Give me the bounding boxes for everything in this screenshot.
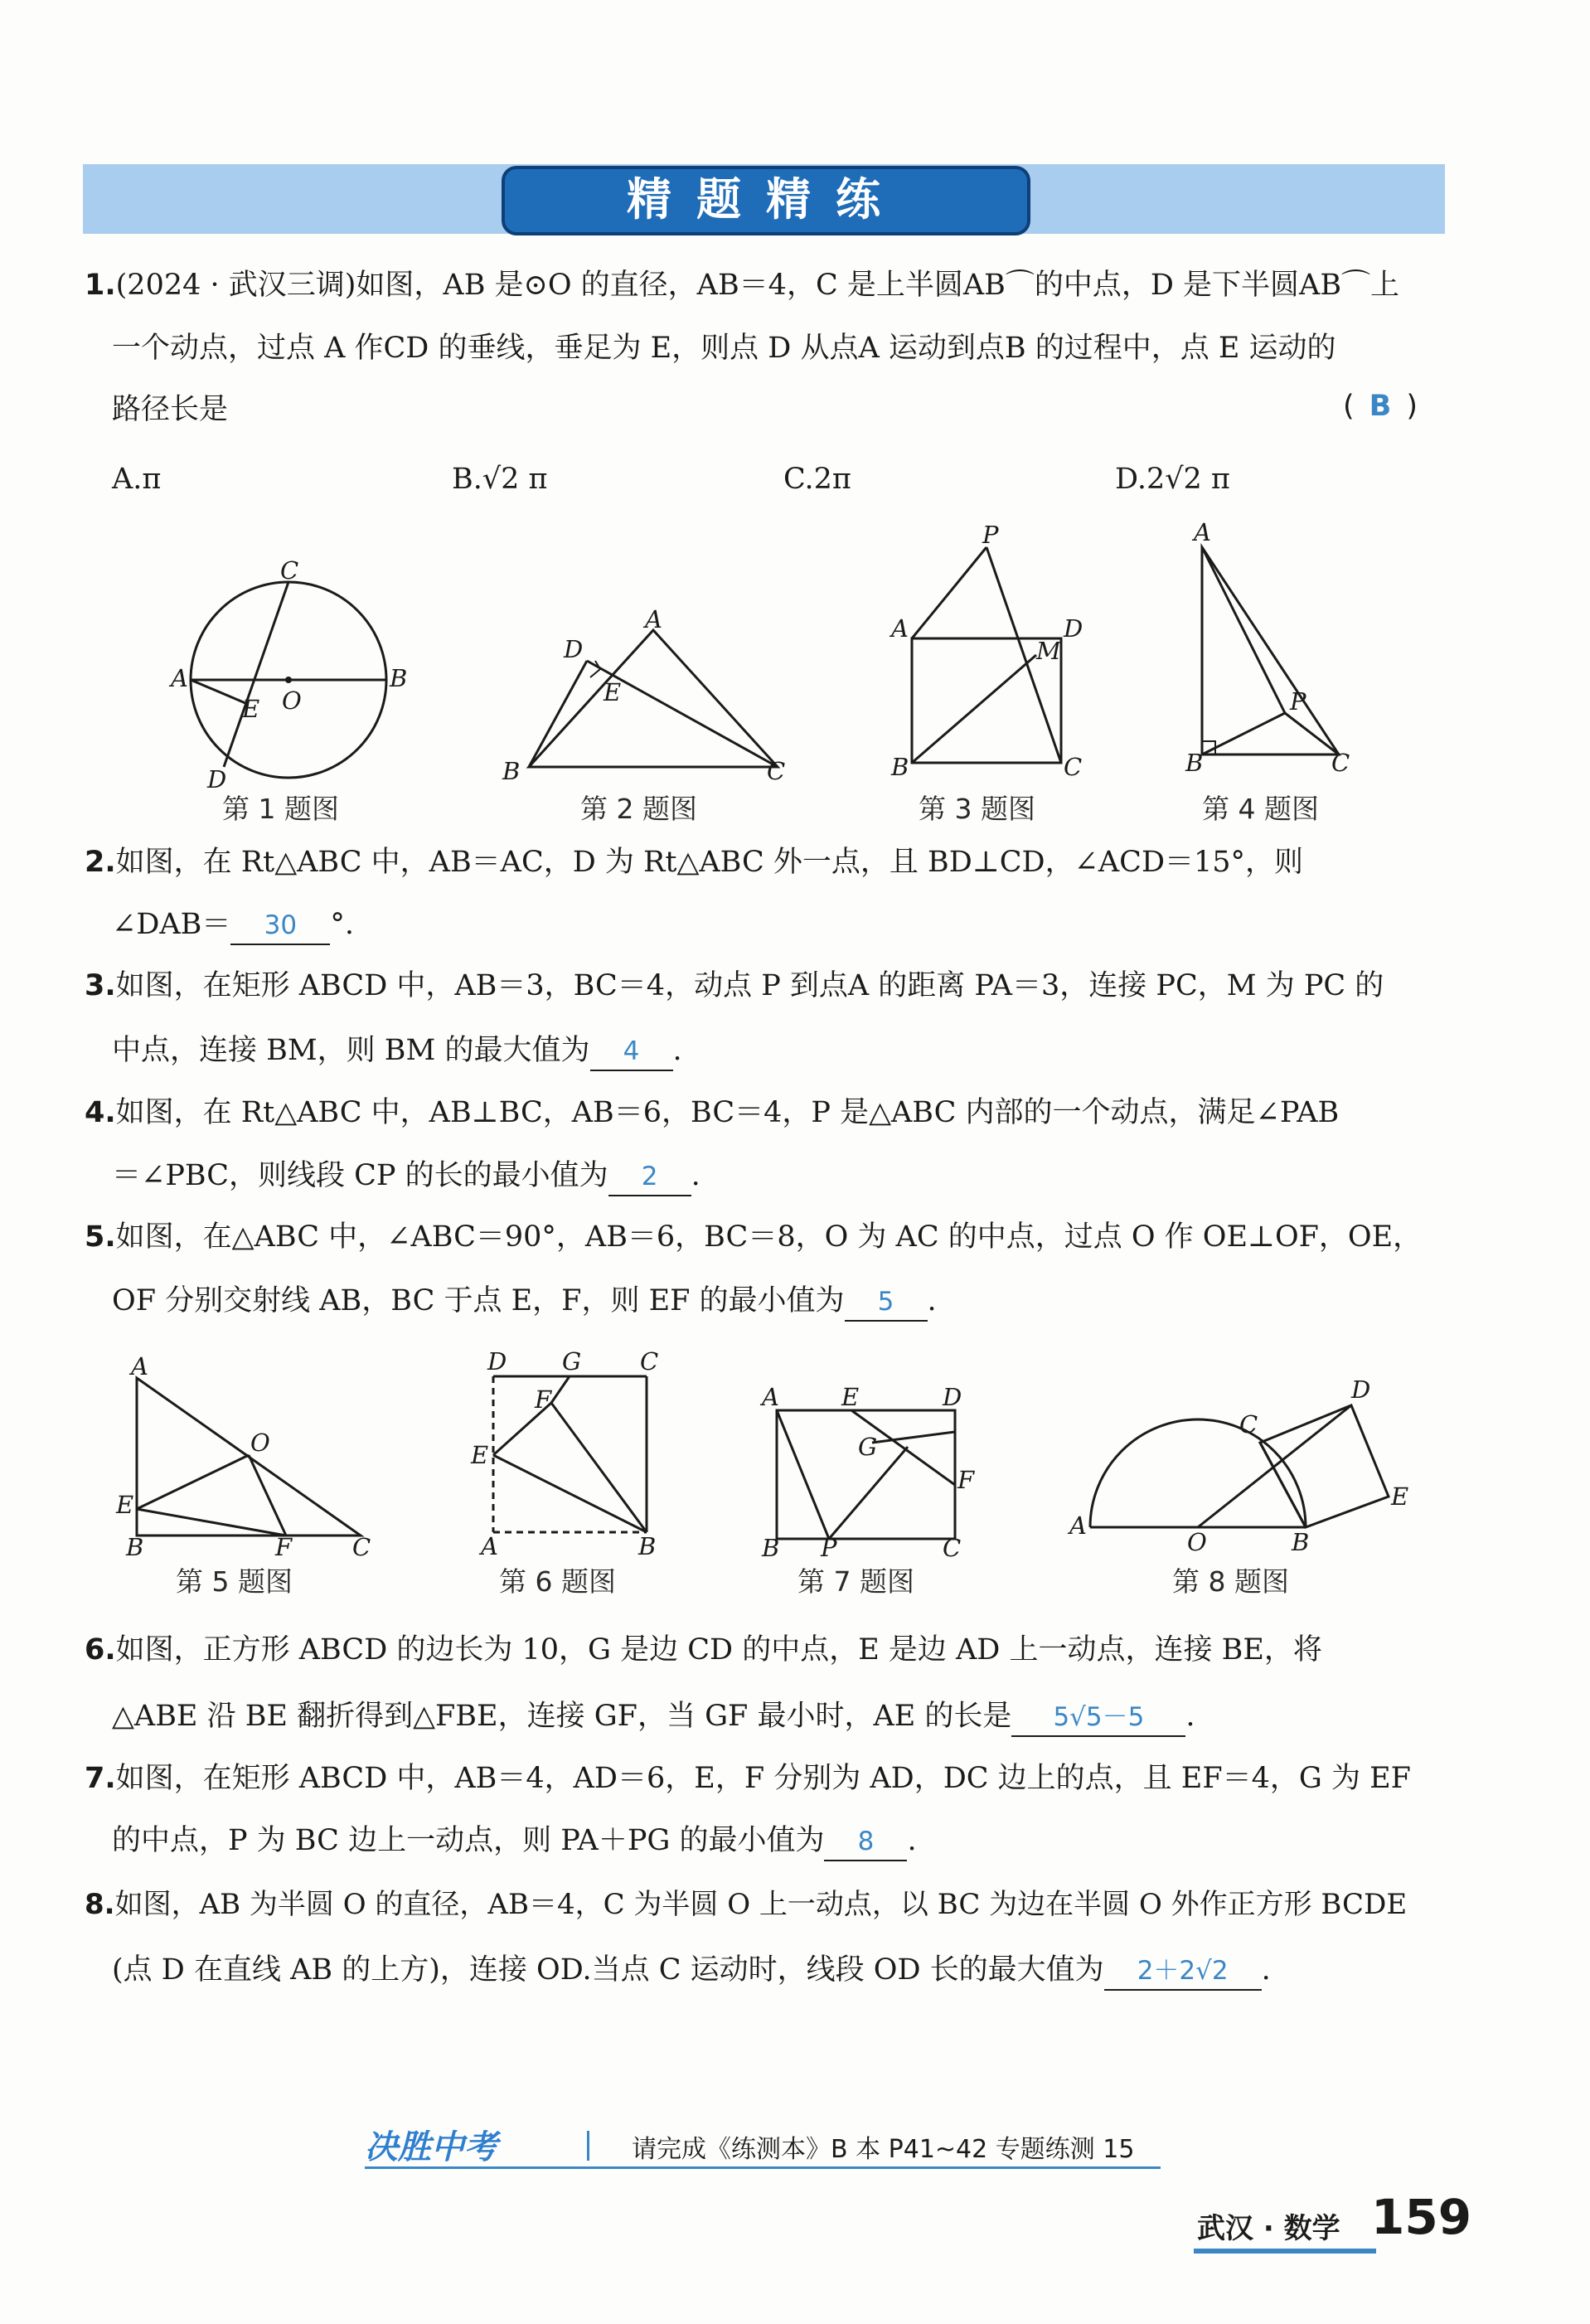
page-number-underline — [1194, 2249, 1376, 2254]
svg-text:E: E — [242, 695, 260, 723]
question-number: 7. — [85, 1762, 116, 1795]
figure-4 — [1177, 518, 1360, 779]
question-text: . — [927, 1284, 937, 1317]
svg-text:F: F — [275, 1533, 293, 1561]
svg-text:E: E — [116, 1491, 134, 1519]
section-title: 精题精练 — [627, 173, 905, 226]
question-text: . — [1261, 1953, 1271, 1987]
figure-7 — [759, 1380, 982, 1562]
question-text: . — [1185, 1700, 1195, 1733]
svg-text:P: P — [1290, 687, 1306, 716]
question-1-line-1 — [85, 267, 1452, 303]
svg-text:F: F — [957, 1466, 975, 1494]
option-c: C.2π — [783, 463, 851, 496]
svg-text:A: A — [481, 1532, 498, 1560]
question-7-line-2 — [112, 1822, 917, 1861]
question-2-line-2 — [112, 906, 354, 945]
question-1-line-3: 路径长是 — [112, 393, 229, 426]
caption-3: 第 3 题图 — [919, 793, 1035, 825]
svg-text:C: C — [280, 556, 299, 585]
page-number: 159 — [1371, 2189, 1472, 2245]
footer-reference: 请完成《练测本》B 本 P41~42 专题练测 15 — [632, 2135, 1135, 2164]
question-6-line-1 — [85, 1632, 1452, 1668]
svg-text:C: C — [767, 757, 786, 785]
question-8-line-2 — [112, 1952, 1271, 1991]
svg-text:C: C — [1064, 753, 1083, 781]
question-text: . — [691, 1159, 700, 1192]
figure-6 — [464, 1347, 680, 1560]
question-text: . — [907, 1824, 917, 1857]
figure-2 — [497, 605, 796, 785]
question-text: ∠DAB＝ — [112, 908, 231, 941]
svg-text:M: M — [1036, 637, 1061, 665]
svg-text:P: P — [982, 521, 999, 549]
answer-blank: 8 — [824, 1823, 907, 1861]
question-3-line-2 — [112, 1032, 682, 1071]
caption-6: 第 6 题图 — [499, 1565, 616, 1598]
question-text: . — [672, 1034, 682, 1067]
caption-7: 第 7 题图 — [797, 1565, 914, 1598]
question-5-line-1 — [85, 1219, 1452, 1255]
caption-2: 第 2 题图 — [580, 793, 697, 825]
question-number: 8. — [85, 1888, 115, 1921]
answer-blank: 5 — [845, 1283, 928, 1322]
question-2-line-1 — [85, 844, 1452, 881]
question-text: OF 分别交射线 AB，BC 于点 E，F，则 EF 的最小值为 — [112, 1284, 845, 1317]
svg-text:O: O — [1187, 1528, 1207, 1556]
question-text: 如图，在矩形 ABCD 中，AB＝3，BC＝4，动点 P 到点A 的距离 PA＝3，连接 PC，M 为 PC 的 — [115, 969, 1384, 1002]
svg-text:B: B — [502, 757, 521, 785]
answer-blank: 2 — [608, 1158, 691, 1196]
question-text: °. — [330, 908, 355, 941]
svg-text:O: O — [282, 687, 302, 715]
svg-text:A: A — [1069, 1511, 1087, 1540]
question-text: ＝∠PBC，则线段 CP 的长的最小值为 — [112, 1159, 608, 1192]
question-number: 4. — [85, 1096, 116, 1129]
svg-text:E: E — [1391, 1482, 1409, 1511]
svg-text:D: D — [1064, 614, 1083, 643]
svg-text:B: B — [1185, 749, 1204, 777]
svg-text:B: B — [390, 664, 408, 692]
question-number: 2. — [85, 846, 116, 879]
question-text: 的中点，P 为 BC 边上一动点，则 PA＋PG 的最小值为 — [112, 1824, 825, 1857]
svg-text:B: B — [891, 753, 909, 781]
figure-8 — [1069, 1351, 1418, 1559]
question-7-line-1 — [85, 1760, 1452, 1797]
svg-text:D: D — [1351, 1375, 1371, 1404]
question-5-line-2 — [112, 1283, 937, 1322]
footer-separator — [587, 2131, 589, 2161]
question-8-line-1 — [85, 1886, 1452, 1923]
question-text: 如图，正方形 ABCD 的边长为 10，G 是边 CD 的中点，E 是边 AD 上一动点，连接 BE，将 — [115, 1633, 1322, 1667]
question-text: 如图，在 Rt△ABC 中，AB⊥BC，AB＝6，BC＝4，P 是△ABC 内部的一个动点，满足∠PAB — [115, 1096, 1340, 1129]
svg-text:O: O — [250, 1429, 270, 1457]
figure-3 — [887, 521, 1103, 781]
svg-text:F: F — [535, 1385, 552, 1414]
svg-text:C: C — [352, 1533, 371, 1561]
svg-text:A: A — [891, 614, 909, 643]
question-1-answer: ( B ) — [1343, 390, 1418, 423]
question-text: 如图，AB 为半圆 O 的直径，AB＝4，C 为半圆 O 上一动点，以 BC 为边在半圆 O 外作正方形 BCDE — [114, 1888, 1408, 1921]
svg-text:C: C — [943, 1534, 962, 1562]
choice-answer: B — [1369, 390, 1392, 423]
question-1-line-2: 一个动点，过点 A 作CD 的垂线，垂足为 E，则点 D 从点A 运动到点B 的过程中，点 E 运动的 — [112, 332, 1336, 365]
question-number: 6. — [85, 1633, 116, 1667]
question-text: △ABE 沿 BE 翻折得到△FBE，连接 GF，当 GF 最小时，AE 的长是 — [112, 1700, 1012, 1733]
figure-5 — [116, 1352, 381, 1561]
caption-5: 第 5 题图 — [176, 1565, 293, 1598]
svg-text:G: G — [858, 1433, 878, 1461]
svg-text:C: C — [640, 1347, 659, 1375]
caption-1: 第 1 题图 — [222, 793, 339, 825]
question-text: 如图，在 Rt△ABC 中，AB＝AC，D 为 Rt△ABC 外一点，且 BD⊥CD，∠ACD＝15°，则 — [115, 846, 1304, 879]
svg-text:B: B — [1292, 1528, 1310, 1556]
question-text: 如图，在△ABC 中，∠ABC＝90°，AB＝6，BC＝8，O 为 AC 的中点，过点 O 作 OE⊥OF，OE， — [115, 1220, 1423, 1254]
svg-text:B: B — [638, 1532, 657, 1560]
svg-text:C: C — [1239, 1410, 1258, 1439]
svg-text:E: E — [604, 678, 622, 706]
caption-4: 第 4 题图 — [1202, 793, 1319, 825]
svg-text:D: D — [207, 765, 227, 793]
svg-text:E: E — [841, 1383, 860, 1411]
question-number: 1. — [85, 269, 116, 302]
question-number: 5. — [85, 1220, 116, 1254]
figure-1 — [166, 539, 414, 793]
svg-text:E: E — [471, 1441, 489, 1469]
question-text: 中点，连接 BM，则 BM 的最大值为 — [112, 1034, 590, 1067]
svg-text:D: D — [564, 635, 584, 663]
svg-text:C: C — [1331, 749, 1350, 777]
svg-text:A: A — [762, 1383, 779, 1411]
svg-text:B: B — [126, 1533, 144, 1561]
question-4-line-2 — [112, 1157, 700, 1196]
svg-text:A: A — [1194, 518, 1211, 546]
caption-8: 第 8 题图 — [1172, 1565, 1289, 1598]
question-text: 如图，在矩形 ABCD 中，AB＝4，AD＝6，E，F 分别为 AD，DC 边上的点，且 EF＝4，G 为 EF — [115, 1762, 1411, 1795]
svg-text:G: G — [562, 1347, 582, 1375]
svg-text:D: D — [487, 1347, 507, 1375]
question-6-line-2 — [112, 1698, 1195, 1737]
footer-logo: 决胜中考 — [365, 2128, 497, 2166]
question-text: (点 D 在直线 AB 的上方)，连接 OD.当点 C 运动时，线段 OD 长的最大值为 — [112, 1953, 1104, 1987]
answer-blank: 30 — [230, 907, 330, 945]
svg-text:B: B — [762, 1534, 780, 1562]
answer-blank: 5√5－5 — [1011, 1699, 1185, 1737]
question-4-line-1 — [85, 1094, 1452, 1131]
answer-blank: 2＋2√2 — [1104, 1953, 1262, 1991]
svg-text:P: P — [821, 1534, 837, 1562]
question-text: (2024 · 武汉三调)如图，AB 是⊙O 的直径，AB＝4，C 是上半圆AB⌒的中点，D 是下半圆AB⌒上 — [115, 269, 1400, 302]
svg-text:D: D — [943, 1383, 962, 1411]
option-b: B.√2 π — [452, 463, 548, 496]
answer-blank: 4 — [590, 1033, 673, 1071]
footer-divider — [365, 2166, 1161, 2169]
footer-region: 武汉 · 数学 — [1197, 2212, 1340, 2245]
option-a: A.π — [112, 463, 162, 496]
option-d: D.2√2 π — [1115, 463, 1230, 496]
svg-text:A: A — [645, 605, 662, 633]
svg-text:A: A — [131, 1352, 148, 1380]
question-3-line-1 — [85, 968, 1452, 1004]
question-number: 3. — [85, 969, 116, 1002]
svg-text:A: A — [171, 664, 188, 692]
